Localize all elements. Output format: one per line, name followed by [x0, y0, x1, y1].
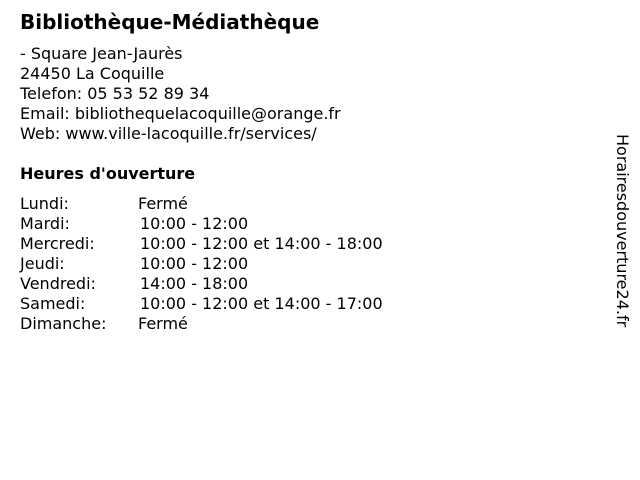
- hours-row-monday: [20, 194, 383, 214]
- day-label: Mardi:: [20, 214, 70, 233]
- opening-hours-table: [20, 194, 383, 334]
- website-address: Web: www.ville-lacoquille.fr/services/: [20, 124, 317, 143]
- hours-row-sunday: [20, 314, 383, 334]
- hours-row-tuesday: [20, 214, 383, 234]
- day-label: Jeudi:: [20, 254, 65, 273]
- time-value: 14:00 - 18:00: [140, 274, 249, 293]
- time-value: Fermé: [138, 314, 188, 333]
- hours-heading: Heures d'ouverture: [20, 164, 196, 183]
- time-value: 10:00 - 12:00 et 14:00 - 18:00: [140, 234, 383, 253]
- day-label: Dimanche:: [20, 314, 107, 333]
- time-value: 10:00 - 12:00: [140, 254, 249, 273]
- page-title: Bibliothèque-Médiathèque: [20, 10, 320, 34]
- email-address: Email: bibliothequelacoquille@orange.fr: [20, 104, 341, 123]
- hours-row-thursday: [20, 254, 383, 274]
- time-value: 10:00 - 12:00 et 14:00 - 17:00: [140, 294, 383, 313]
- day-label: Mercredi:: [20, 234, 95, 253]
- time-value: Fermé: [138, 194, 188, 213]
- day-label: Lundi:: [20, 194, 69, 213]
- address-street: - Square Jean-Jaurès: [20, 44, 183, 63]
- contact-block: [20, 44, 341, 144]
- site-watermark: Horairesdouverture24.fr: [613, 134, 632, 328]
- hours-row-saturday: [20, 294, 383, 314]
- day-label: Samedi:: [20, 294, 86, 313]
- phone-number: Telefon: 05 53 52 89 34: [20, 84, 210, 103]
- day-label: Vendredi:: [20, 274, 96, 293]
- address-city: 24450 La Coquille: [20, 64, 165, 83]
- time-value: 10:00 - 12:00: [140, 214, 249, 233]
- hours-row-wednesday: [20, 234, 383, 254]
- hours-row-friday: [20, 274, 383, 294]
